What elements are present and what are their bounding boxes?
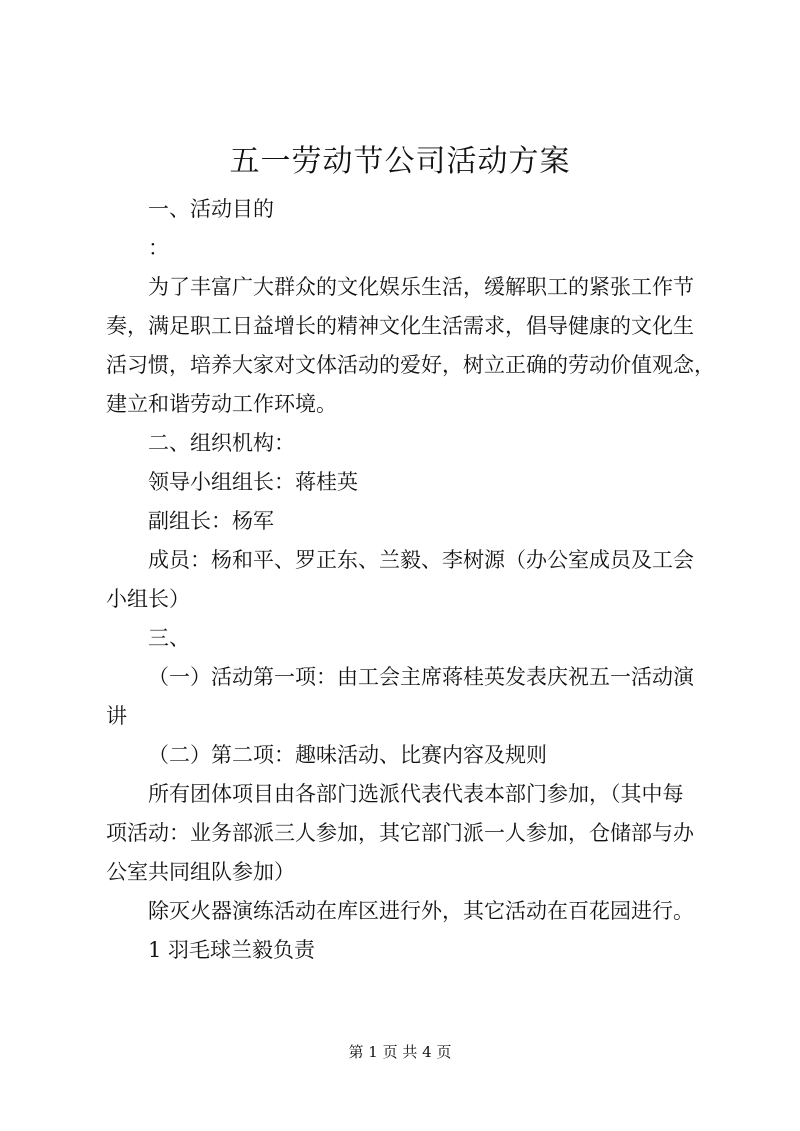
paragraph-line: 项活动：业务部派三人参加，其它部门派一人参加，仓储部与办 [106, 821, 694, 845]
paragraph-line: 活习惯，培养大家对文体活动的爱好，树立正确的劳动价值观念， [106, 353, 715, 377]
paragraph-line: 建立和谐劳动工作环境。 [106, 392, 337, 416]
paragraph-line: 奏，满足职工日益增长的精神文化生活需求，倡导健康的文化生 [106, 314, 694, 338]
paragraph-line: 为了丰富广大群众的文化娱乐生活，缓解职工的紧张工作节 [148, 275, 694, 299]
activity-two-line: （二）第二项：趣味活动、比赛内容及规则 [148, 743, 547, 767]
paragraph-line: 公室共同组队参加） [106, 860, 295, 884]
section-heading-three: 三、 [148, 626, 190, 650]
page-title: 五一劳动节公司活动方案 [229, 144, 571, 179]
members-line: 成员：杨和平、罗正东、兰毅、李树源（办公室成员及工会 [148, 548, 694, 572]
paragraph-line: 除灭火器演练活动在库区进行外，其它活动在百花园进行。 [148, 899, 694, 923]
paragraph-line: 所有团体项目由各部门选派代表代表本部门参加，（其中每 [148, 782, 684, 806]
activity-one-line-continued: 讲 [106, 704, 127, 728]
colon-line: ： [148, 236, 169, 260]
list-item: 1 羽毛球兰毅负责 [148, 938, 316, 962]
section-heading-purpose: 一、活动目的 [148, 197, 274, 221]
section-heading-organization: 二、组织机构： [148, 431, 295, 455]
page-footer: 第 1 页 共 4 页 [348, 1043, 452, 1061]
leader-line: 领导小组组长：蒋桂英 [148, 470, 358, 494]
members-line-continued: 小组长） [106, 587, 190, 611]
activity-one-line: （一）活动第一项：由工会主席蒋桂英发表庆祝五一活动演 [148, 665, 694, 689]
deputy-leader-line: 副组长：杨军 [148, 509, 274, 533]
